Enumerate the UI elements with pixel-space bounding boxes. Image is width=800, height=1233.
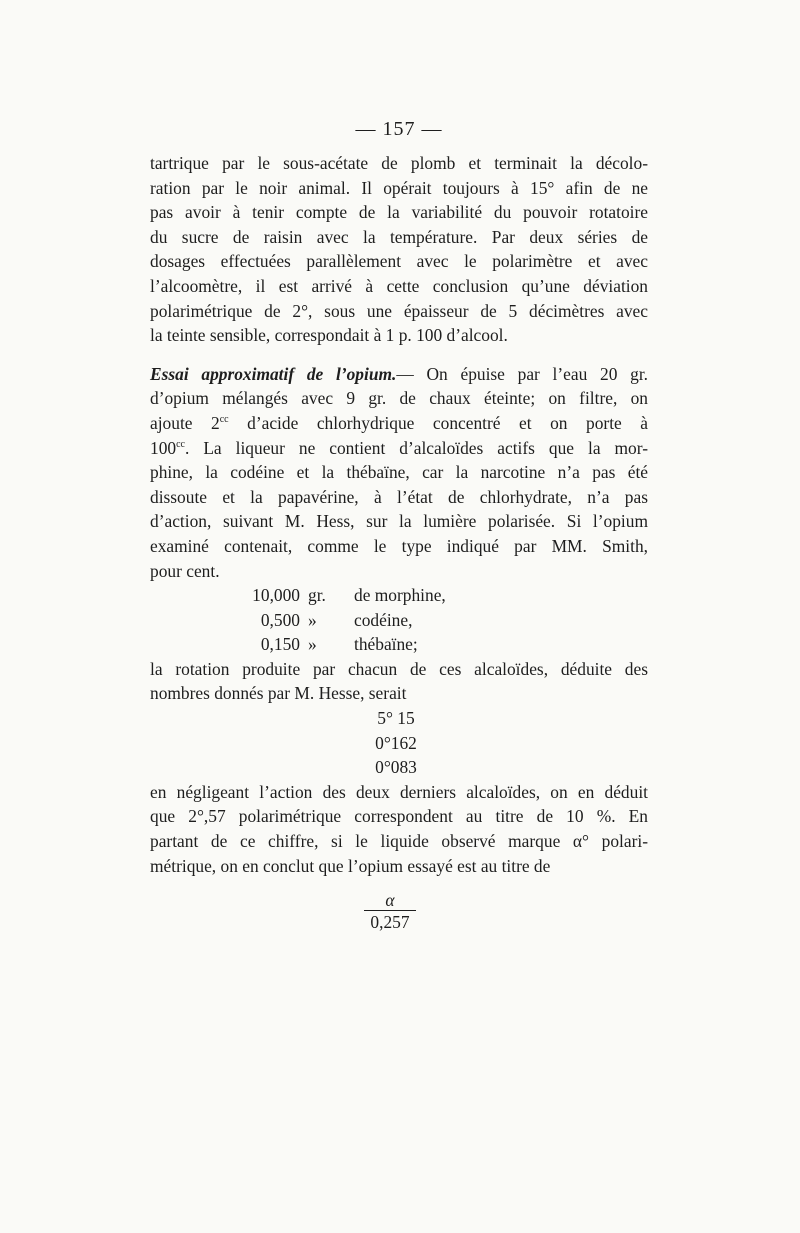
fraction-denominator: 0,257 [370,912,410,932]
paragraph-1-line: polarimétrique de 2°, sous une épaisseur de 5 décimètres avec [150,300,648,321]
paragraph-2-line: ajoute $2^{cc}$ d’acide chlorhydrique concentré et on porte à [150,412,648,433]
paragraph-3 [150,657,648,706]
paragraph-4 [150,780,648,878]
alkaloid-value: 0,500 [260,609,300,630]
paragraph-1-line: ration par le noir animal. Il opérait toujours à 15° afin de ne [150,177,648,198]
paragraph-4-line: métrique, on en conclut que l’opium essayé est au titre de [150,855,551,876]
alkaloid-unit: » [308,634,317,655]
paragraph-1-line: dosages effectuées parallèlement avec le polarimètre et avec [150,251,648,272]
paragraph-2-first-line-text: — On épuise par l’eau 20 gr. [396,363,649,384]
paragraph-1-line: du sucre de raisin avec la température. Par deux séries de [150,226,648,247]
paragraph-4-line: en négligeant l’action des deux derniers alcaloïdes, on en déduit [150,781,648,802]
alkaloid-name: codéine, [354,609,413,630]
alkaloid-row [150,583,648,608]
paragraph-2 [150,362,648,583]
fraction-numerator: α [385,890,395,910]
paragraph-2-line: d’opium mélangés avec 9 gr. de chaux éteinte; on filtre, on [150,388,648,409]
paragraph-4-line: partant de ce chiffre, si le liquide observé marque α° polari- [150,831,648,852]
alkaloid-name: thébaïne; [354,634,418,655]
alkaloid-value: 10,000 [252,585,300,606]
paragraph-1 [150,151,648,348]
titre-fraction [350,890,430,933]
alkaloid-unit: gr. [308,585,326,606]
rotation-value: 5° 15 [377,708,415,729]
page-number: — 157 — [355,118,443,140]
paragraph-1-line: pas avoir à tenir compte de la variabilité du pouvoir rotatoire [150,202,648,223]
paragraph-3-line: la rotation produite par chacun de ces alcaloïdes, déduite des [150,658,648,679]
paragraph-2-line: d’action, suivant M. Hess, sur la lumière polarisée. Si l’opium [150,511,648,532]
paragraph-1-line: la teinte sensible, correspondait à 1 p. 100 d’alcool. [150,325,508,346]
paragraph-1-line: tartrique par le sous-acétate de plomb et terminait la décolo- [150,153,648,173]
alkaloid-unit: » [308,609,317,630]
paragraph-2-line: $100^{cc}$. La liqueur ne contient d’alcaloïdes actifs que la mor- [150,437,648,458]
paragraph-4-line: que 2°,57 polarimétrique correspondent au titre de 10 %. En [150,806,648,827]
paragraph-2-line: examiné contenait, comme le type indiqué par MM. Smith, [150,535,648,556]
paragraph-2-line: phine, la codéine et la thébaïne, car la narcotine n’a pas été [150,462,648,483]
paragraph-2-first-line [150,362,648,387]
paragraph-2-line: pour cent. [150,560,220,581]
rotation-values [150,706,648,780]
paragraph-2-line: dissoute et la papavérine, à l’état de chlorhydrate, n’a pas [150,486,648,507]
section-heading: Essai approximatif de l’opium. [150,363,397,384]
alkaloid-row [150,608,648,633]
paragraph-1-line: l’alcoomètre, il est arrivé à cette conclusion qu’une déviation [150,275,648,296]
alkaloid-list [150,583,648,657]
paragraph-3-line: nombres donnés par M. Hesse, serait [150,683,407,704]
alkaloid-name: de morphine, [354,585,446,606]
rotation-value: 0°162 [375,732,417,753]
page-content [150,118,648,878]
alkaloid-row [150,632,648,657]
rotation-value: 0°083 [375,757,417,778]
alkaloid-value: 0,150 [260,634,300,655]
